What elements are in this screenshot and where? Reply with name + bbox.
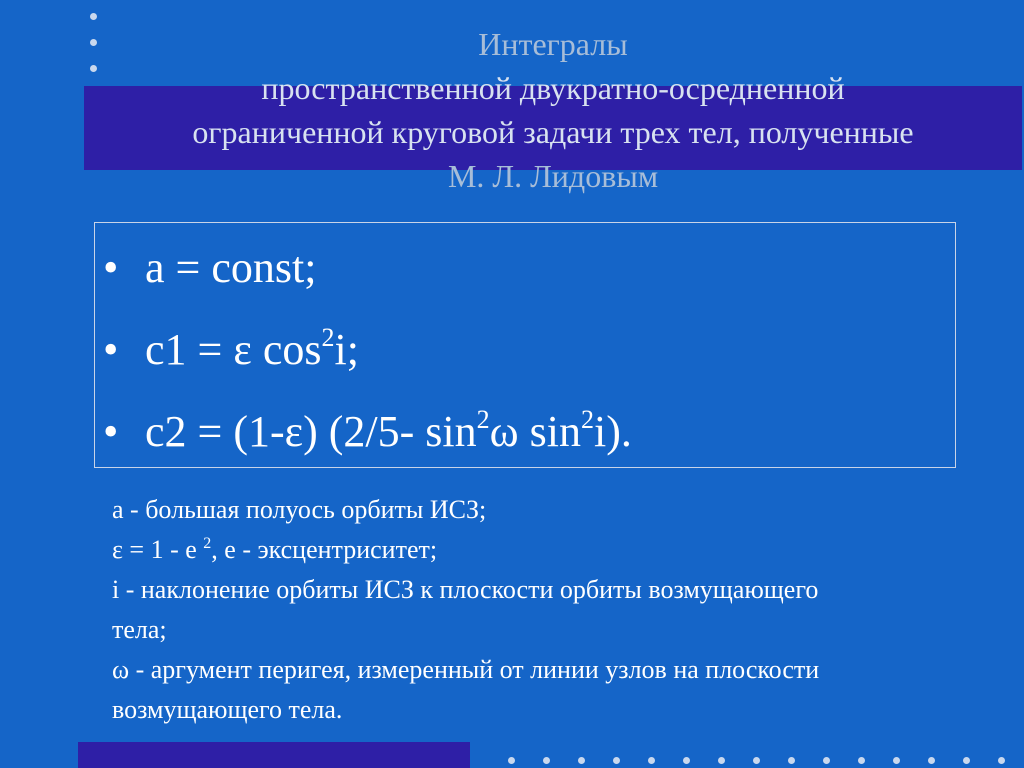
- note-eps-sup: 2: [203, 535, 212, 552]
- note-a: a - большая полуось орбиты ИСЗ;: [112, 495, 487, 524]
- decor-dot: [648, 757, 655, 764]
- formula-3-pre: c2 = (1-ε) (2/5- sin: [145, 407, 477, 456]
- decor-dot: [508, 757, 515, 764]
- title-line-4: М. Л. Лидовым: [447, 158, 659, 194]
- formula-box: [94, 222, 956, 468]
- note-eps: [112, 530, 992, 570]
- formula-3-mid: ω sin: [489, 407, 581, 456]
- formula-3-post: i).: [593, 407, 632, 456]
- decor-dot: [683, 757, 690, 764]
- formula-3-sup-2: 2: [580, 405, 594, 434]
- formula-1-text: a = const;: [145, 243, 317, 292]
- formula-3: [103, 407, 632, 457]
- decor-dot: [613, 757, 620, 764]
- formula-2-pre: c1 = ε cos: [145, 325, 322, 374]
- title-line-3: ограниченной круговой задачи трех тел, полученные: [192, 114, 914, 150]
- notes: [112, 490, 992, 730]
- formula-1: [103, 243, 316, 293]
- decor-dot: [998, 757, 1005, 764]
- bullet: •: [103, 325, 119, 374]
- slide-title: [84, 22, 1022, 198]
- decor-dot: [753, 757, 760, 764]
- bullet: •: [103, 243, 119, 292]
- decor-dot: [928, 757, 935, 764]
- formula-2-post: i;: [334, 325, 359, 374]
- bottom-band: [78, 742, 470, 768]
- formula-3-sup-1: 2: [476, 405, 490, 434]
- decor-dot: [858, 757, 865, 764]
- decor-dot: [893, 757, 900, 764]
- decor-dot: [963, 757, 970, 764]
- decor-dot: [578, 757, 585, 764]
- title-line-2: пространственной двукратно-осредненной: [261, 70, 845, 106]
- formula-2: [103, 325, 359, 375]
- formula-2-sup: 2: [321, 323, 335, 352]
- decor-dot: [823, 757, 830, 764]
- note-eps-pre: ε = 1 - e: [112, 535, 204, 564]
- note-eps-post: , e - эксцентриситет;: [211, 535, 438, 564]
- title-line-1: Интегралы: [478, 26, 628, 62]
- decor-dot: [90, 13, 97, 20]
- decor-dot: [543, 757, 550, 764]
- bullet: •: [103, 407, 119, 456]
- note-omega: ω - аргумент перигея, измеренный от линии узлов на плоскости возмущающего тела.: [112, 655, 820, 724]
- decor-dot: [718, 757, 725, 764]
- note-i: i - наклонение орбиты ИСЗ к плоскости орбиты возмущающего тела;: [112, 575, 819, 644]
- decor-dot: [788, 757, 795, 764]
